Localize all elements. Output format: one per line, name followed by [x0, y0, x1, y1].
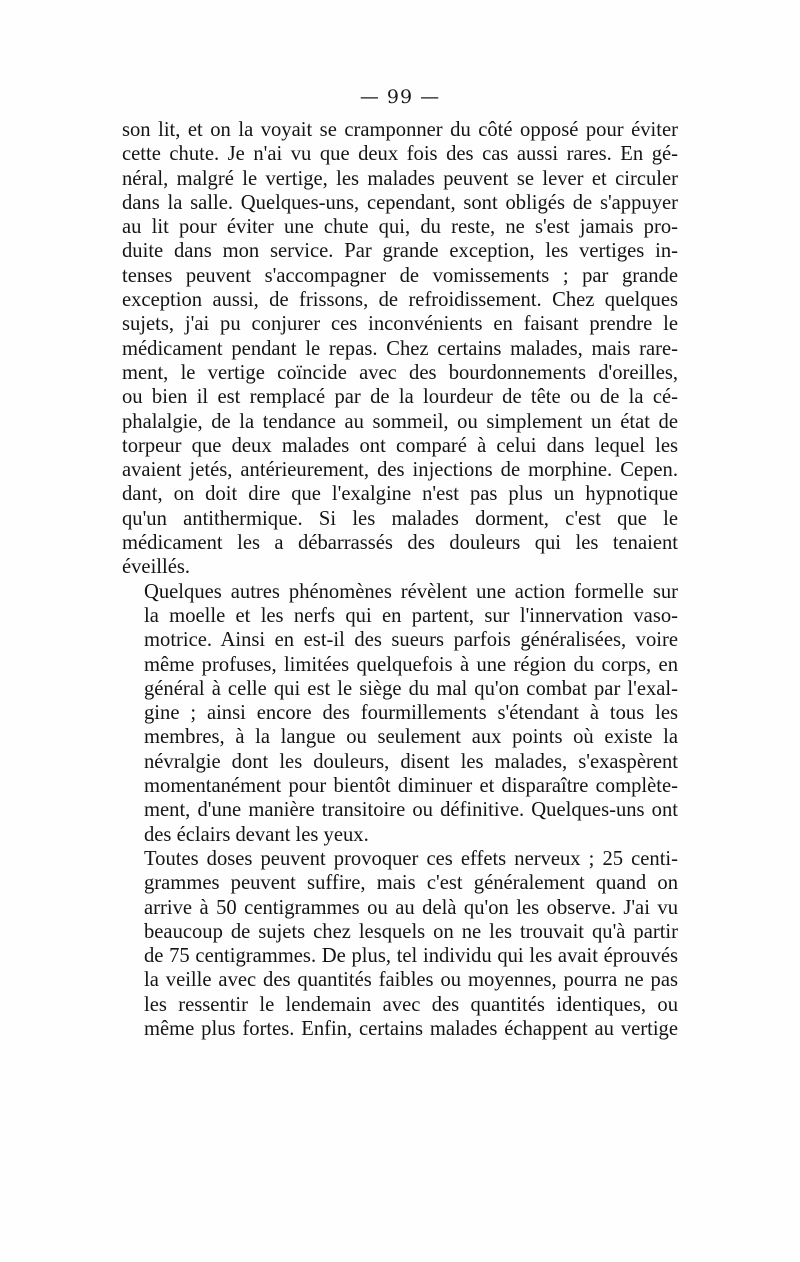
paragraph-2	[122, 580, 678, 847]
text-line: qu'un antithermique. Si les malades dorment, c'est que le	[122, 507, 678, 530]
text-line: dant, on doit dire que l'exalgine n'est pas plus un hypnotique	[122, 483, 678, 506]
text-line: névralgie dont les douleurs, disent les malades, s'exaspèrent	[144, 750, 678, 773]
text-line: des éclairs devant les yeux.	[144, 823, 369, 846]
text-line: la veille avec des quantités faibles ou moyennes, pourra ne pas	[144, 969, 678, 992]
text-line: dans la salle. Quelques-uns, cependant, sont obligés de s'appuyer	[122, 191, 678, 214]
text-line: au lit pour éviter une chute qui, du reste, ne s'est jamais pro-	[122, 216, 678, 239]
text-line: gine ; ainsi encore des fourmillements s'étendant à tous les	[144, 702, 678, 725]
text-line: les ressentir le lendemain avec des quantités identiques, ou	[144, 993, 678, 1016]
text-line: tenses peuvent s'accompagner de vomissements ; par grande	[122, 264, 678, 287]
text-line: duite dans mon service. Par grande exception, les vertiges in-	[122, 240, 678, 263]
text-line: même profuses, limitées quelquefois à une région du corps, en	[144, 653, 678, 676]
text-line: Quelques autres phénomènes révèlent une action formelle sur	[144, 580, 678, 603]
paragraph-3	[122, 847, 678, 1041]
page-number: — 99 —	[359, 86, 441, 108]
text-line: torpeur que deux malades ont comparé à celui dans lequel les	[122, 434, 678, 457]
paragraph-1	[122, 118, 678, 580]
text-line: motrice. Ainsi en est-il des sueurs parfois généralisées, voire	[144, 629, 678, 652]
text-line: grammes peuvent suffire, mais c'est généralement quand on	[144, 872, 678, 895]
text-line: médicament pendant le repas. Chez certains malades, mais rare-	[122, 337, 678, 360]
text-line: néral, malgré le vertige, les malades peuvent se lever et circuler	[122, 167, 678, 190]
text-line: momentanément pour bientôt diminuer et disparaître complète-	[144, 775, 678, 798]
text-line: exception aussi, de frissons, de refroidissement. Chez quelques	[122, 289, 678, 312]
text-line: cette chute. Je n'ai vu que deux fois des cas aussi rares. En gé-	[122, 143, 678, 166]
text-line: général à celle qui est le siège du mal qu'on combat par l'exal-	[144, 677, 678, 700]
text-line: médicament les a débarrassés des douleurs qui les tenaient	[122, 532, 678, 555]
text-line: ment, le vertige coïncide avec des bourdonnements d'oreilles,	[122, 361, 678, 384]
text-line: éveillés.	[122, 556, 191, 579]
text-line: arrive à 50 centigrammes ou au delà qu'on les observe. J'ai vu	[144, 896, 678, 919]
text-line: beaucoup de sujets chez lesquels on ne les trouvait qu'à partir	[144, 920, 678, 943]
text-line: membres, à la langue ou seulement aux points où existe la	[144, 726, 678, 749]
text-line: la moelle et les nerfs qui en partent, sur l'innervation vaso-	[144, 604, 678, 627]
text-line: Toutes doses peuvent provoquer ces effets nerveux ; 25 centi-	[144, 847, 678, 870]
text-line: avaient jetés, antérieurement, des injections de morphine. Cepen.	[122, 459, 678, 482]
text-line: ou bien il est remplacé par de la lourdeur de tête ou de la cé-	[122, 386, 678, 409]
text-line: même plus fortes. Enfin, certains malades échappent au vertige	[144, 1017, 678, 1040]
text-line: de 75 centigrammes. De plus, tel individu qui les avait éprouvés	[144, 945, 678, 968]
text-line: ment, d'une manière transitoire ou définitive. Quelques-uns ont	[144, 799, 678, 822]
text-line: sujets, j'ai pu conjurer ces inconvénients en faisant prendre le	[122, 313, 678, 336]
body-text	[122, 118, 678, 1041]
text-line: son lit, et on la voyait se cramponner du côté opposé pour éviter	[122, 119, 678, 141]
text-line: phalalgie, de la tendance au sommeil, ou simplement un état de	[122, 410, 678, 433]
